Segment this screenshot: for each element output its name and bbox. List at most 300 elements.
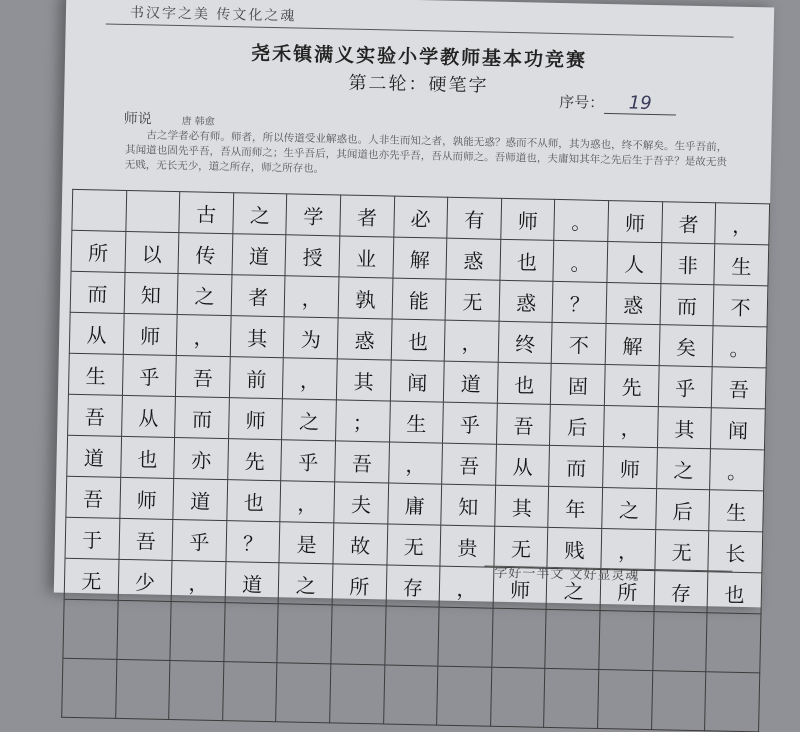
handwritten-char: 。 <box>726 459 748 484</box>
handwritten-char: 故 <box>349 533 371 558</box>
handwritten-char: 生 <box>726 500 747 525</box>
handwritten-char: 道 <box>83 445 105 471</box>
handwritten-char: 吾 <box>192 365 214 391</box>
handwritten-char: 必 <box>410 206 431 231</box>
handwritten-char <box>225 632 278 633</box>
handwritten-char <box>224 691 277 692</box>
handwritten-char: 不 <box>730 295 751 320</box>
handwritten-char <box>439 637 492 638</box>
handwritten-char: 道 <box>248 244 270 269</box>
grid-cell <box>279 522 333 564</box>
grid-cell <box>445 279 499 321</box>
grid-cell <box>231 275 285 317</box>
grid-cell <box>705 672 760 732</box>
handwritten-char: 惑 <box>515 290 537 316</box>
handwritten-char <box>706 701 759 702</box>
grid-cell <box>333 523 387 565</box>
grid-cell <box>224 603 279 663</box>
grid-cell <box>276 663 331 723</box>
grid-cell <box>383 665 438 725</box>
handwritten-char: 师 <box>139 323 161 349</box>
handwritten-char: 于 <box>81 527 103 553</box>
serial-label: 序号： <box>558 92 605 112</box>
handwritten-char: 无 <box>462 289 483 314</box>
handwritten-char: 惑 <box>623 292 644 318</box>
handwritten-char: 吾 <box>135 528 157 554</box>
handwritten-char: ， <box>732 213 753 238</box>
grid-cell <box>172 520 226 562</box>
handwritten-char: 庸 <box>404 493 425 518</box>
handwritten-char: 者 <box>678 212 699 237</box>
grid-cell <box>710 449 765 491</box>
handwritten-char: 后 <box>566 414 588 440</box>
handwritten-char <box>386 635 439 636</box>
grid-cell <box>545 609 600 669</box>
grid-cell <box>604 365 658 407</box>
grid-cell <box>552 322 606 364</box>
grid-cell <box>72 189 126 231</box>
handwritten-char: 所 <box>87 240 109 266</box>
grid-cell <box>331 605 386 665</box>
handwritten-char: ， <box>193 324 214 350</box>
grid-cell <box>387 524 441 566</box>
handwritten-char: 能 <box>408 288 430 313</box>
handwritten-char: 生 <box>406 411 427 436</box>
handwritten-char: 前 <box>246 367 267 392</box>
handwritten-char: 有 <box>464 207 485 232</box>
grid-cell <box>177 274 231 316</box>
handwritten-char: 师 <box>245 408 266 433</box>
grid-cell <box>393 196 447 238</box>
handwritten-char: 也 <box>407 329 429 354</box>
handwritten-char: 人 <box>623 251 645 277</box>
serial-number <box>559 91 676 115</box>
handwritten-char <box>171 631 224 632</box>
handwritten-char: 存 <box>670 580 692 606</box>
grid-cell <box>661 202 715 244</box>
grid-cell <box>444 320 498 362</box>
grid-cell <box>651 671 706 731</box>
handwritten-char <box>546 639 599 640</box>
handwritten-char: ， <box>188 570 209 596</box>
handwritten-char: 之 <box>295 573 316 598</box>
grid-cell <box>281 440 335 482</box>
handwritten-char: 从 <box>512 454 533 480</box>
grid-cell <box>121 395 175 437</box>
grid-cell <box>125 190 179 232</box>
handwritten-char: ？ <box>569 291 590 317</box>
handwritten-char: 之 <box>249 203 271 228</box>
grid-cell <box>119 477 173 519</box>
handwritten-char: 乎 <box>298 450 319 475</box>
grid-cell <box>277 604 332 664</box>
handwritten-char: 为 <box>300 327 322 352</box>
grid-cell <box>714 244 769 286</box>
grid-cell <box>115 659 170 719</box>
grid-cell <box>656 448 710 490</box>
grid-cell <box>170 601 225 661</box>
handwritten-char: ， <box>301 286 322 311</box>
handwritten-char: 授 <box>302 245 323 270</box>
handwritten-char: 道 <box>190 488 211 514</box>
grid-cell <box>498 321 552 363</box>
grid-cell <box>282 399 336 441</box>
grid-cell <box>230 316 284 358</box>
grid-cell <box>65 517 119 559</box>
handwritten-char: 无 <box>403 534 425 559</box>
handwritten-char: 知 <box>457 494 479 519</box>
essay-author: 唐 韩愈 <box>181 116 215 128</box>
handwritten-char: 生 <box>85 363 106 389</box>
handwritten-char: 。 <box>570 250 591 276</box>
handwritten-char: 从 <box>86 322 107 348</box>
handwritten-char: 亦 <box>190 447 212 473</box>
handwritten-char: 而 <box>87 281 108 307</box>
grid-cell <box>660 284 714 326</box>
grid-cell <box>500 239 554 281</box>
handwritten-char: 师 <box>624 210 646 236</box>
grid-cell <box>499 280 553 322</box>
grid-cell <box>385 606 440 666</box>
writing-grid <box>61 189 770 732</box>
grid-cell <box>441 484 495 526</box>
grid-cell <box>446 238 500 280</box>
grid-cell <box>71 230 125 272</box>
grid-cell <box>443 402 497 444</box>
handwritten-char: ， <box>456 576 477 601</box>
grid-cell <box>123 313 177 355</box>
handwritten-char: 乎 <box>138 364 160 390</box>
grid-cell <box>605 324 659 366</box>
grid-cell <box>66 476 120 518</box>
handwritten-char: 也 <box>514 372 535 398</box>
handwritten-char: 之 <box>298 409 320 434</box>
handwritten-char: 而 <box>676 294 698 319</box>
answer-sheet <box>54 0 774 607</box>
handwritten-char <box>116 689 169 690</box>
handwritten-char: 之 <box>563 578 584 604</box>
handwritten-char: 年 <box>565 496 586 522</box>
grid-cell <box>124 272 178 314</box>
handwritten-char: ， <box>405 452 426 477</box>
grid-cell <box>658 366 712 408</box>
grid-cell <box>175 397 229 439</box>
grid-cell <box>655 489 709 531</box>
handwritten-char: 而 <box>191 406 213 432</box>
grid-cell <box>490 667 545 727</box>
essay-text: 古之学者必有师。师者，所以传道受业解惑也。人非生而知之者，孰能无惑？惑而不从师，其为惑也，终不解矣。生乎吾前，其闻道也固先乎吾，吾从而师之；生乎吾后，其闻道也亦先乎吾，吾从而师之。吾师道也，夫庸知其年之先后生于吾乎？是故无贵无贱，无长无少，道之所存，师之所存也。 <box>124 129 728 176</box>
handwritten-char <box>170 690 223 691</box>
handwritten-char: 无 <box>81 568 102 594</box>
grid-cell <box>280 481 334 523</box>
handwritten-char: 长 <box>725 541 746 566</box>
grid-cell <box>173 479 227 521</box>
handwritten-char: 以 <box>141 241 163 267</box>
handwritten-char: 闻 <box>727 418 749 443</box>
handwritten-char: 无 <box>671 539 693 565</box>
grid-cell <box>602 487 656 529</box>
grid-cell <box>338 277 392 319</box>
handwritten-char: 闻 <box>406 370 428 395</box>
grid-cell <box>712 326 767 368</box>
grid-cell <box>708 531 763 573</box>
handwritten-char: 师 <box>619 456 641 482</box>
handwritten-char: 吾 <box>513 413 534 439</box>
grid-cell <box>122 354 176 396</box>
handwritten-char: 道 <box>241 571 263 597</box>
handwritten-char: 无 <box>510 536 532 562</box>
grid-cell <box>119 518 173 560</box>
handwritten-char: 其 <box>674 416 695 442</box>
handwritten-char: 非 <box>677 253 699 278</box>
grid-cell <box>604 406 658 448</box>
handwritten-char <box>599 699 652 700</box>
grid-cell <box>492 608 547 668</box>
handwritten-char <box>126 211 179 212</box>
handwritten-char: 解 <box>409 247 431 272</box>
handwritten-char: 古 <box>196 201 217 227</box>
grid-cell <box>548 486 602 528</box>
handwritten-char: 其 <box>511 495 533 521</box>
handwritten-char: 师 <box>509 577 531 602</box>
handwritten-char <box>332 634 385 635</box>
grid-cell <box>68 394 122 436</box>
handwritten-char <box>654 641 707 642</box>
handwritten-char: 师 <box>517 208 539 234</box>
grid-cell <box>442 443 496 485</box>
grid-cell <box>336 359 390 401</box>
grid-cell <box>70 271 124 313</box>
handwritten-char <box>118 630 171 631</box>
handwritten-char: 学 <box>303 204 324 229</box>
grid-cell <box>549 445 603 487</box>
grid-cell <box>169 660 224 720</box>
handwritten-char: 矣 <box>675 335 697 360</box>
grid-cell <box>232 234 286 276</box>
essay-title: 师说 <box>123 110 152 128</box>
grid-cell <box>337 318 391 360</box>
handwritten-char: 夫 <box>350 492 372 517</box>
grid-cell <box>496 403 550 445</box>
grid-cell <box>444 361 498 403</box>
grid-cell <box>607 242 661 284</box>
handwritten-char <box>278 633 331 634</box>
handwritten-char: ； <box>352 410 374 435</box>
handwritten-char: 也 <box>243 489 265 515</box>
handwritten-char <box>707 642 760 643</box>
handwritten-char: 其 <box>247 326 268 351</box>
handwritten-char: 。 <box>729 336 750 361</box>
handwritten-char: 传 <box>195 242 216 268</box>
grid-cell <box>440 525 494 567</box>
handwritten-char: 也 <box>137 446 158 472</box>
handwritten-char: 之 <box>618 497 640 523</box>
handwritten-char: 之 <box>194 283 215 309</box>
handwritten-char: 惑 <box>463 248 484 273</box>
handwritten-char <box>73 210 126 211</box>
grid-cell <box>388 442 442 484</box>
handwritten-char: 也 <box>724 582 745 607</box>
grid-cell <box>178 233 232 275</box>
grid-cell <box>598 669 653 729</box>
handwritten-char: 师 <box>136 487 157 513</box>
grid-cell <box>495 485 549 527</box>
handwritten-char <box>652 700 705 701</box>
grid-cell <box>715 203 770 245</box>
grid-cell <box>334 482 388 524</box>
grid-cell <box>68 353 122 395</box>
grid-cell <box>62 658 117 718</box>
handwritten-char: 贵 <box>457 535 478 560</box>
handwritten-char: 是 <box>296 532 317 557</box>
grid-cell <box>661 243 715 285</box>
grid-cell <box>657 407 711 449</box>
grid-cell <box>389 401 443 443</box>
handwritten-char <box>331 693 384 694</box>
grid-cell <box>120 436 174 478</box>
handwritten-char: 乎 <box>674 375 696 401</box>
grid-cell <box>335 441 389 483</box>
grid-cell <box>437 666 492 726</box>
grid-cell <box>599 610 654 670</box>
handwritten-char: 乎 <box>189 529 210 555</box>
grid-cell <box>497 362 551 404</box>
grid-cell <box>608 201 662 243</box>
grid-cell <box>387 483 441 525</box>
grid-cell <box>285 235 339 277</box>
grid-cell <box>330 664 385 724</box>
header-divider <box>106 23 734 37</box>
grid-cell <box>339 236 393 278</box>
handwritten-char: 之 <box>673 457 694 483</box>
handwritten-char: 业 <box>355 246 377 271</box>
handwritten-char: 而 <box>566 455 587 481</box>
grid-cell <box>176 356 230 398</box>
handwritten-char: 所 <box>617 579 638 605</box>
handwritten-char <box>277 692 330 693</box>
handwritten-char: 知 <box>140 282 162 308</box>
grid-cell <box>439 566 493 608</box>
grid-cell <box>279 563 333 605</box>
handwritten-char <box>384 694 437 695</box>
grid-cell <box>438 607 493 667</box>
handwritten-char: ？ <box>242 530 264 556</box>
grid-cell <box>177 315 231 357</box>
handwritten-char: 后 <box>672 498 693 524</box>
handwritten-char: 所 <box>349 574 370 599</box>
grid-cell <box>69 312 123 354</box>
grid-cell <box>228 398 282 440</box>
handwritten-char: 吾 <box>458 453 480 478</box>
grid-cell <box>233 193 287 235</box>
handwritten-char: 道 <box>460 371 482 396</box>
grid-cell <box>652 612 707 672</box>
footer-motto: 字好一半文 文好显灵魂 <box>494 565 640 584</box>
grid-cell <box>228 439 282 481</box>
serial-value: 19 <box>604 92 676 116</box>
handwritten-char: 孰 <box>355 287 376 312</box>
grid-cell <box>125 231 179 273</box>
handwritten-char <box>493 638 546 639</box>
grid-cell <box>226 521 280 563</box>
handwritten-char <box>600 640 653 641</box>
grid-cell <box>390 360 444 402</box>
grid-cell <box>603 447 657 489</box>
handwritten-char: 少 <box>134 569 156 595</box>
grid-cell <box>386 565 440 607</box>
grid-cell <box>174 438 228 480</box>
handwritten-char: 终 <box>515 331 536 357</box>
handwritten-char: ， <box>297 491 318 516</box>
handwritten-char <box>64 629 117 630</box>
grid-cell <box>553 240 607 282</box>
grid-cell <box>63 599 118 659</box>
grid-cell <box>179 192 233 234</box>
grid-cell <box>117 600 172 660</box>
handwritten-char: 乎 <box>459 412 481 437</box>
grid-cell <box>550 404 604 446</box>
handwritten-char: 贱 <box>564 537 585 563</box>
grid-cell <box>554 199 608 241</box>
handwritten-char: 存 <box>402 575 424 600</box>
grid-cell <box>222 662 277 722</box>
handwritten-char: ， <box>299 368 321 393</box>
grid-cell <box>393 237 447 279</box>
handwritten-char: 惑 <box>354 328 375 353</box>
grid-cell <box>285 276 339 318</box>
grid-cell <box>392 278 446 320</box>
grid-cell <box>709 490 764 532</box>
grid-cell <box>447 197 501 239</box>
grid-cell <box>229 357 283 399</box>
grid-cell <box>551 363 605 405</box>
grid-cell <box>501 198 555 240</box>
grid-cell <box>340 195 394 237</box>
grid-cell <box>553 281 607 323</box>
handwritten-char: 者 <box>356 205 378 230</box>
grid-cell <box>171 560 225 602</box>
grid-cell <box>286 194 340 236</box>
header-motto: 书汉字之美 传文化之魂 <box>129 4 297 25</box>
grid-cell <box>544 668 599 728</box>
handwritten-char: 不 <box>568 332 590 358</box>
grid-cell <box>118 559 172 601</box>
handwritten-char <box>545 698 598 699</box>
handwritten-char: 也 <box>516 249 538 275</box>
page-title: 尧禾镇满义实验小学教师基本功竞赛 <box>250 42 588 72</box>
handwritten-char: 吾 <box>84 404 106 430</box>
grid-cell <box>283 358 337 400</box>
grid-cell <box>655 530 709 572</box>
grid-cell <box>706 613 761 673</box>
handwritten-char: 吾 <box>728 377 750 402</box>
grid-cell <box>225 562 279 604</box>
grid-cell <box>284 317 338 359</box>
grid-cell <box>64 558 118 600</box>
grid-cell <box>711 408 766 450</box>
handwritten-char: 固 <box>567 373 589 399</box>
page-subtitle: 第二轮：硬笔字 <box>348 72 489 97</box>
grid-cell <box>391 319 445 361</box>
handwritten-char: 先 <box>621 374 642 400</box>
handwritten-char: ， <box>461 330 482 355</box>
grid-cell <box>654 571 708 613</box>
handwritten-char: ， <box>617 538 639 564</box>
grid-cell <box>496 444 550 486</box>
handwritten-char: 先 <box>244 448 265 474</box>
grid-cell <box>659 325 713 367</box>
grid-cell <box>713 285 768 327</box>
